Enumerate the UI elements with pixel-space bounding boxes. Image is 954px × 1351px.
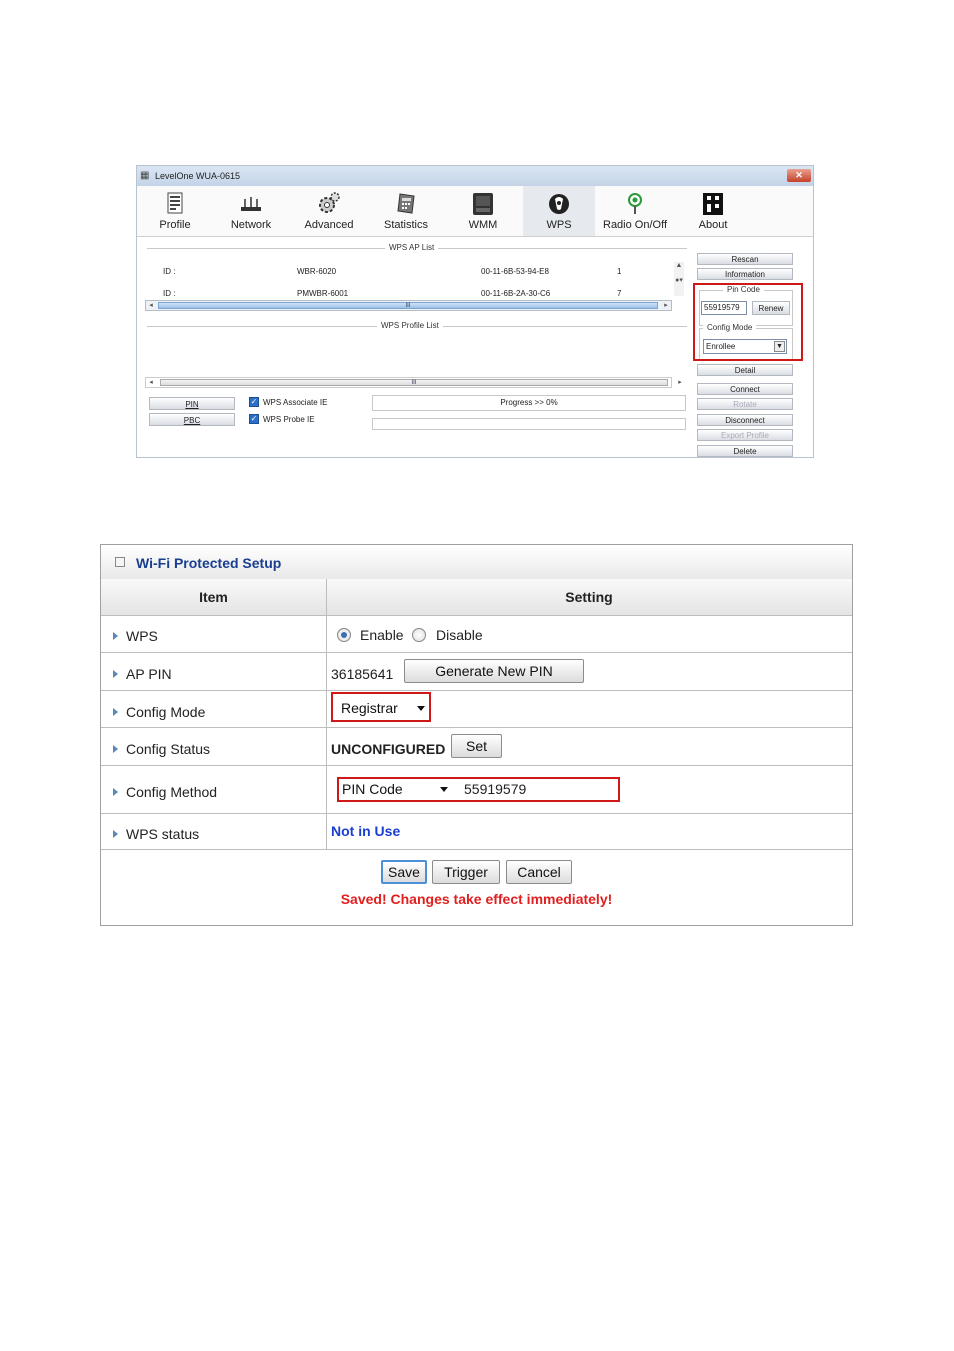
wps-disable-radio[interactable] xyxy=(412,628,426,642)
panel-header xyxy=(101,545,852,580)
wps-associate-ie-checkbox[interactable]: ✓ xyxy=(250,397,258,406)
profile-icon xyxy=(163,191,187,217)
ap-channel: 1 xyxy=(617,267,622,276)
toolbar-about[interactable] xyxy=(677,186,749,236)
ap-mac: 00-11-6B-2A-30-C6 xyxy=(481,289,551,298)
bullet-arrow-icon xyxy=(113,788,118,796)
ap-id: ID : xyxy=(163,289,176,298)
information-button[interactable]: Information xyxy=(697,268,793,280)
pin-code-label: Pin Code xyxy=(723,285,764,294)
about-icon xyxy=(701,191,725,217)
row-label: AP PIN xyxy=(113,666,172,682)
radio-icon xyxy=(623,191,647,217)
wps-probe-ie-label: WPS Probe IE xyxy=(263,415,315,424)
panel-title: Wi-Fi Protected Setup xyxy=(136,555,282,571)
table-row-config-mode xyxy=(101,691,852,728)
table-row-wps-status xyxy=(101,814,852,850)
ap-list-horizontal-scrollbar[interactable] xyxy=(145,300,672,311)
toolbar-label: Profile xyxy=(159,219,191,231)
pin-config-highlight xyxy=(693,283,803,361)
advanced-icon xyxy=(317,191,341,217)
trigger-button[interactable]: Trigger xyxy=(432,860,500,884)
row-label: Config Method xyxy=(113,784,217,800)
disconnect-button[interactable]: Disconnect xyxy=(697,414,793,426)
scroll-right-arrow-icon[interactable]: ▸ xyxy=(664,302,668,309)
ap-list-vertical-scrollbar[interactable]: ▲ ●▾ xyxy=(674,262,684,296)
rotate-button[interactable]: Rotate xyxy=(697,398,793,410)
wps-status-value: Not in Use xyxy=(331,823,401,839)
rescan-button[interactable]: Rescan xyxy=(697,253,793,265)
app-logo-icon: ▦ xyxy=(140,170,150,181)
bullet-arrow-icon xyxy=(113,745,118,753)
network-icon xyxy=(239,191,263,217)
row-label: WPS status xyxy=(113,826,199,842)
profile-list-horizontal-scrollbar[interactable] xyxy=(145,377,682,388)
ap-channel: 7 xyxy=(617,289,622,298)
bullet-arrow-icon xyxy=(113,670,118,678)
export-profile-button[interactable]: Export Profile xyxy=(697,429,793,441)
config-method-value: PIN Code xyxy=(342,781,403,797)
toolbar-wmm[interactable] xyxy=(447,186,519,236)
wps-profile-list[interactable] xyxy=(145,336,665,374)
panel-collapse-icon[interactable] xyxy=(115,557,125,567)
wps-profile-list-label: WPS Profile List xyxy=(377,321,443,330)
generate-new-pin-button[interactable]: Generate New PIN xyxy=(404,659,584,683)
bullet-arrow-icon xyxy=(113,708,118,716)
ap-list-row[interactable] xyxy=(147,264,677,280)
toolbar-label: Statistics xyxy=(383,219,428,231)
row-label: WPS xyxy=(113,628,158,644)
pin-code-input[interactable]: 55919579 xyxy=(464,781,527,797)
toolbar-advanced[interactable] xyxy=(293,186,365,236)
toolbar-network[interactable] xyxy=(215,186,287,236)
wps-settings-panel xyxy=(100,544,853,926)
toolbar-label: Radio On/Off xyxy=(603,219,667,231)
toolbar-label: Network xyxy=(230,219,272,231)
save-confirmation-message: Saved! Changes take effect immediately! xyxy=(340,891,613,907)
config-mode-label: Config Mode xyxy=(703,323,756,332)
ap-mac: 00-11-6B-53-94-E8 xyxy=(481,267,549,276)
row-label: Config Mode xyxy=(113,704,205,720)
wps-disable-label: Disable xyxy=(436,627,483,643)
table-row-wps xyxy=(101,616,852,653)
toolbar-radio[interactable] xyxy=(599,186,671,236)
scroll-left-arrow-icon[interactable]: ◂ xyxy=(149,302,153,309)
wps-probe-ie-checkbox[interactable]: ✓ xyxy=(250,414,258,423)
ap-id: ID : xyxy=(163,267,176,276)
close-button[interactable]: ✕ xyxy=(787,169,811,182)
scroll-thumb[interactable] xyxy=(160,379,668,386)
config-mode-value: Registrar xyxy=(341,700,398,716)
toolbar-label: Advanced xyxy=(304,219,354,231)
wps-icon xyxy=(547,191,571,217)
pin-button[interactable]: PIN xyxy=(149,397,235,410)
toolbar-label: About xyxy=(698,219,728,231)
title-bar xyxy=(137,166,813,187)
scroll-grip: III xyxy=(411,380,417,386)
toolbar-label: WMM xyxy=(468,219,498,231)
save-button[interactable]: Save xyxy=(381,860,427,884)
ap-name: WBR-6020 xyxy=(297,267,337,276)
row-label: Config Status xyxy=(113,741,210,757)
scroll-left-arrow-icon[interactable]: ◂ xyxy=(149,379,153,386)
bullet-arrow-icon xyxy=(113,632,118,640)
table-header xyxy=(101,579,852,616)
wps-associate-ie-label: WPS Associate IE xyxy=(263,398,328,407)
statistics-icon xyxy=(394,191,418,217)
ap-name: PMWBR-6001 xyxy=(297,289,349,298)
table-row-ap-pin xyxy=(101,653,852,691)
column-divider xyxy=(326,579,327,849)
set-button[interactable]: Set xyxy=(451,734,502,758)
toolbar-statistics[interactable] xyxy=(370,186,442,236)
wmm-icon xyxy=(471,191,495,217)
toolbar-wps[interactable] xyxy=(523,186,595,236)
wps-enable-label: Enable xyxy=(360,627,404,643)
wps-ap-list-label: WPS AP List xyxy=(385,243,438,252)
column-header-item: Item xyxy=(199,589,228,605)
scroll-right-arrow-icon[interactable]: ▸ xyxy=(678,379,682,386)
ap-pin-value: 36185641 xyxy=(331,666,394,682)
renew-button[interactable]: Renew xyxy=(752,301,790,315)
column-header-setting: Setting xyxy=(565,589,613,605)
table-row-config-status xyxy=(101,728,852,766)
chevron-down-icon[interactable]: ▼ xyxy=(774,341,785,352)
toolbar-label: WPS xyxy=(546,219,572,231)
pbc-button[interactable]: PBC xyxy=(149,413,235,426)
config-status-value: UNCONFIGURED xyxy=(331,741,446,757)
toolbar xyxy=(137,186,813,237)
bullet-arrow-icon xyxy=(113,830,118,838)
config-mode-value: Enrollee xyxy=(706,342,736,351)
connect-button[interactable]: Connect xyxy=(697,383,793,395)
config-method-highlight xyxy=(337,777,620,802)
pin-code-field[interactable]: 55919579 xyxy=(701,301,747,315)
progress-text: Progress >> 0% xyxy=(500,398,558,407)
wps-enable-radio[interactable] xyxy=(337,628,351,642)
scroll-thumb[interactable] xyxy=(158,302,658,309)
cancel-button[interactable]: Cancel xyxy=(506,860,572,884)
progress-bar xyxy=(372,395,686,411)
detail-button[interactable]: Detail xyxy=(697,364,793,376)
status-field xyxy=(372,418,686,430)
toolbar-profile[interactable] xyxy=(139,186,211,236)
config-mode-highlight xyxy=(331,692,431,722)
delete-button[interactable]: Delete xyxy=(697,445,793,457)
scroll-grip: III xyxy=(405,303,411,309)
window-title: LevelOne WUA-0615 xyxy=(155,171,241,181)
